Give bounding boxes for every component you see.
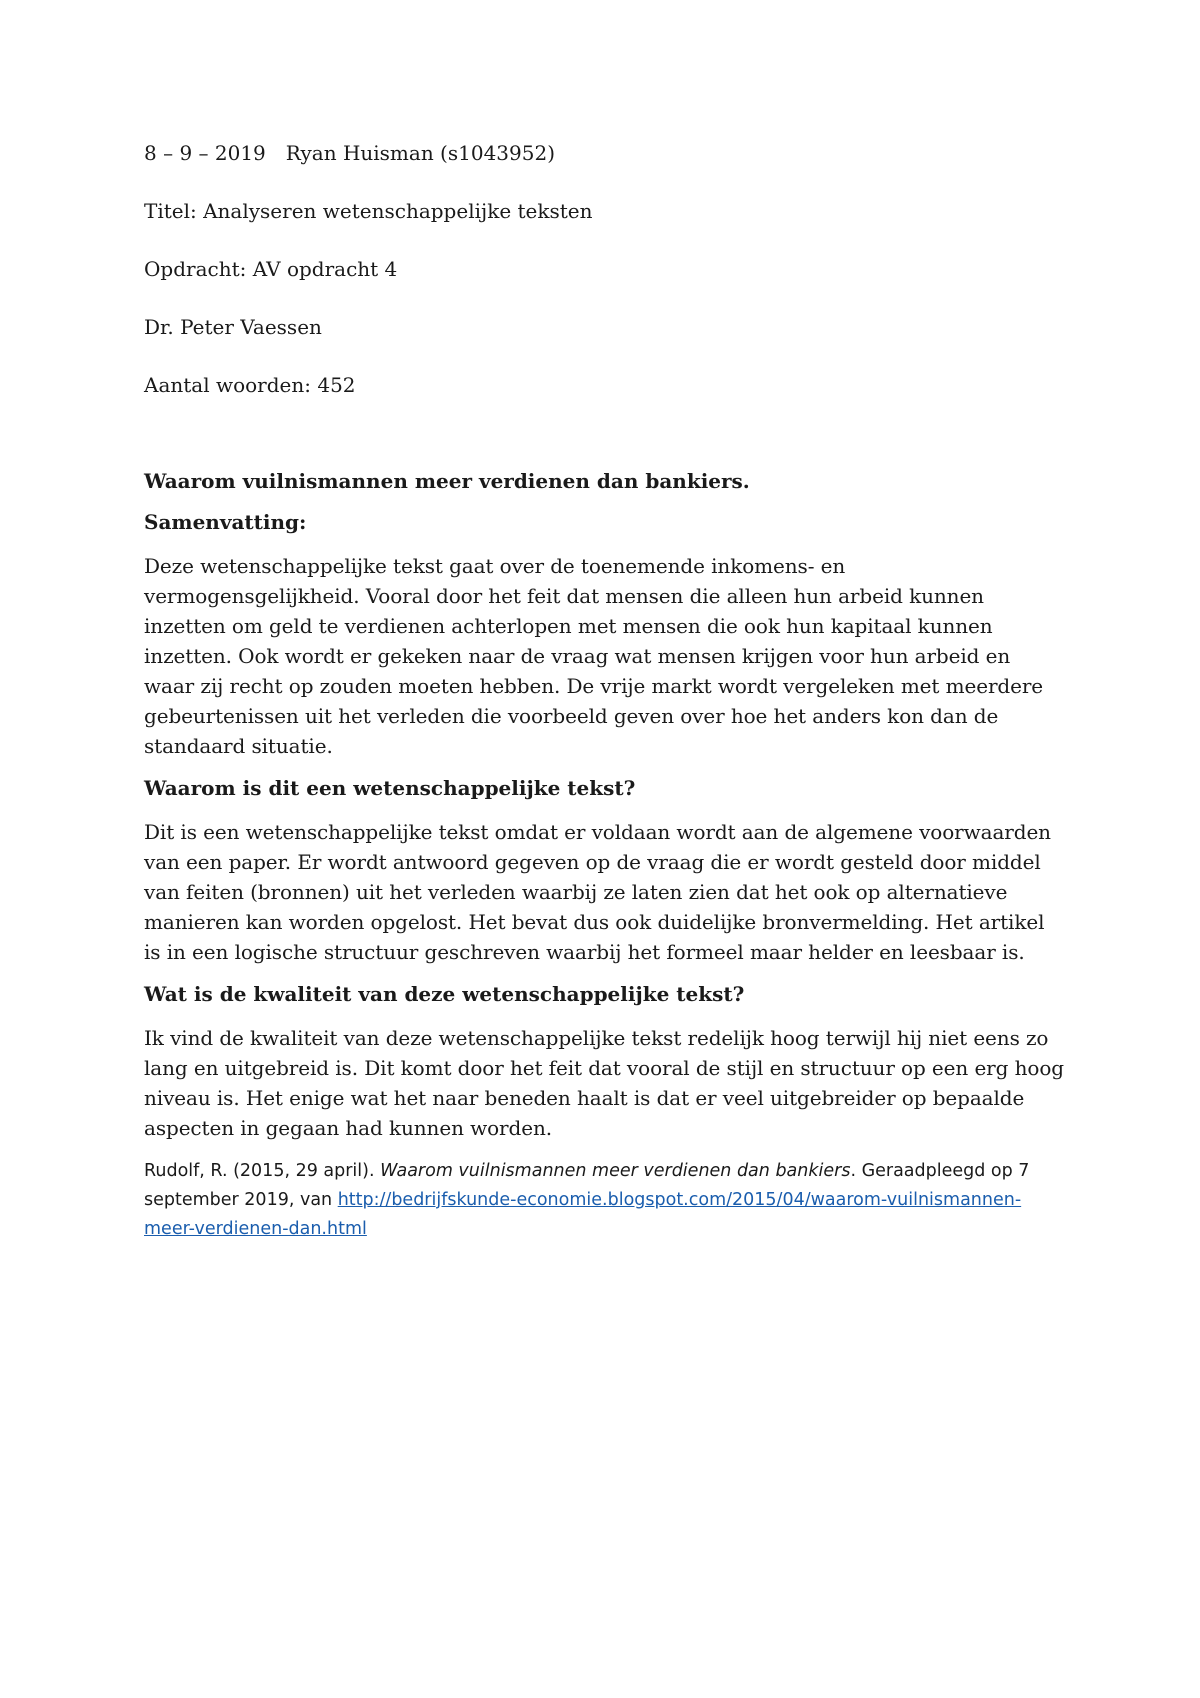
date-text: 8 – 9 – 2019 [144, 141, 266, 165]
summary-paragraph: Deze wetenschappelijke tekst gaat over de toenemende inkomens- en vermogensgelijkheid. Vooral door het feit dat mensen die alleen hun arbeid kunnen inzetten om geld te verdienen achterlopen met mensen die ook hun kapitaal kunnen inzetten. Ook wordt er gekeken naar de vraag wat mensen krijgen voor hun arbeid en waar zij recht op zouden moeten hebben. De vrije markt wordt vergeleken met meerdere gebeurtenissen uit het verleden die voorbeeld geven over hoe het anders kon dan de standaard situatie. [144, 554, 1044, 758]
date-author-line [144, 140, 1064, 166]
quality-paragraph: Ik vind de kwaliteit van deze wetenschappelijke tekst redelijk hoog terwijl hij niet eens zo lang en uitgebreid is. Dit komt door het feit dat vooral de stijl en structuur op een erg hoog niveau is. Het enige wat het naar beneden haalt is dat er veel uitgebreider op bepaalde aspecten in gegaan had kunnen worden. [144, 1026, 1064, 1140]
author-text: Ryan Huisman (s1043952) [285, 141, 555, 165]
teacher-line: Dr. Peter Vaessen [144, 315, 322, 339]
title-line: Titel: Analyseren wetenschappelijke teksten [144, 199, 593, 223]
why-scientific-paragraph: Dit is een wetenschappelijke tekst omdat er voldaan wordt aan de algemene voorwaarden van een paper. Er wordt antwoord gegeven op de vraag die er wordt gesteld door middel van feiten (bronnen) uit het verleden waarbij ze laten zien dat het ook op alternatieve manieren kan worden opgelost. Het bevat dus ook duidelijke bronvermelding. Het artikel is in een logische structuur geschreven waarbij het formeel maar helder en leesbaar is. [144, 820, 1051, 964]
why-scientific-heading: Waarom is dit een wetenschappelijke tekst? [144, 776, 636, 800]
assignment-line: Opdracht: AV opdracht 4 [144, 257, 398, 281]
document-content [144, 140, 1064, 1244]
quality-heading: Wat is de kwaliteit van deze wetenschappelijke tekst? [144, 982, 745, 1006]
vertical-spacer [144, 430, 1064, 468]
reference-citation [144, 1157, 1064, 1244]
reference-title: Waarom vuilnismannen meer verdienen dan bankiers [380, 1161, 851, 1181]
reference-middle: . Geraadpleegd op 7 september 2019, van [144, 1161, 1030, 1210]
reference-prefix: Rudolf, R. (2015, 29 april). [144, 1161, 381, 1181]
reference-link[interactable]: http://bedrijfskunde-economie.blogspot.com/2015/04/waarom-vuilnismannen-meer-verdienen-dan.html [144, 1190, 1022, 1239]
article-title: Waarom vuilnismannen meer verdienen dan bankiers. [144, 469, 750, 493]
word-count-line: Aantal woorden: 452 [144, 373, 356, 397]
summary-heading: Samenvatting: [144, 510, 307, 534]
